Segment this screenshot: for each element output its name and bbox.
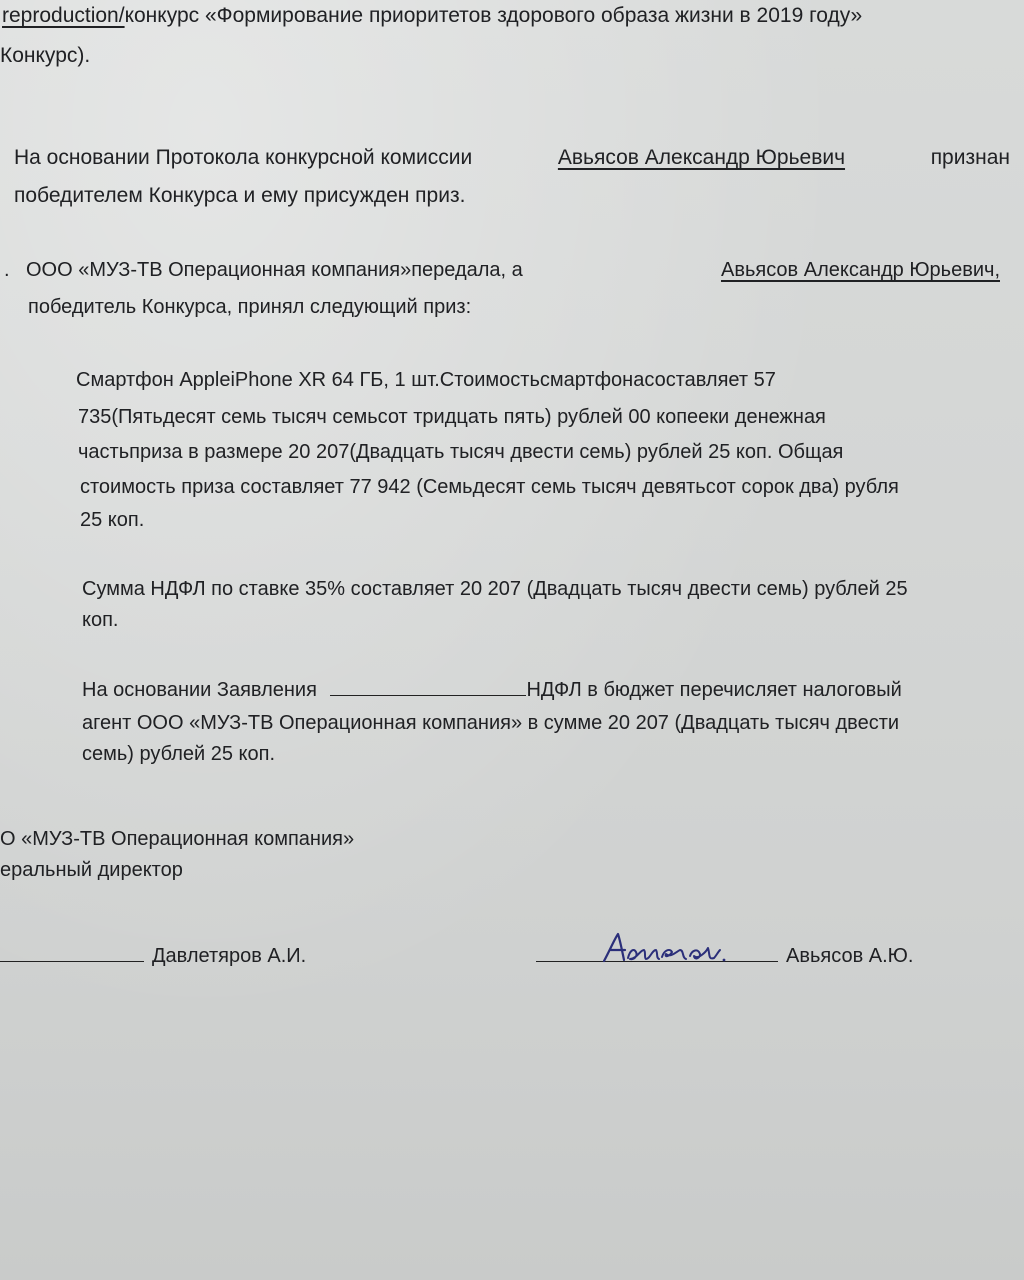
prize-line-4-text: стоимость приза составляет 77 942 (Семьдесят семь тысяч девятьсот сорок два) рубля xyxy=(80,476,899,498)
prize-line-1-text: Смартфон AppleiPhone XR 64 ГБ, 1 шт.Стоимостьсмартфонасоставляет 57 xyxy=(76,369,776,391)
para1-line-2-text: победителем Конкурса и ему присужден приз. xyxy=(14,184,466,207)
statement-text-b: НДФЛ в бюджет перечисляет налоговый xyxy=(526,679,902,701)
para2-text-a: ООО «МУЗ-ТВ Операционная компания»передала, а xyxy=(26,259,523,281)
para2-line-2-text: победитель Конкурса, принял следующий приз: xyxy=(28,296,472,318)
signer-right-name: Авьясов А.Ю. xyxy=(786,945,914,967)
header-line-2 xyxy=(0,44,90,68)
statement-line-2-text: агент ООО «МУЗ-ТВ Операционная компания» в сумме 20 207 (Двадцать тысяч двести xyxy=(82,712,900,734)
prize-line-4 xyxy=(80,475,988,499)
para1-text-a: На основании Протокола конкурсной комиссии xyxy=(14,146,473,169)
statement-blank xyxy=(330,677,526,696)
signature-left xyxy=(0,943,306,968)
header-link[interactable]: reproduction/ xyxy=(2,4,125,27)
statement-line-2 xyxy=(82,711,978,735)
prize-line-5 xyxy=(80,508,144,532)
org-line-2 xyxy=(0,858,183,882)
statement-line-3 xyxy=(82,742,275,766)
org-line-1-text: О «МУЗ-ТВ Операционная компания» xyxy=(0,828,355,850)
para1-text-b: признан xyxy=(930,146,1010,169)
prize-line-1 xyxy=(76,368,994,392)
org-line-1 xyxy=(0,827,354,851)
statement-line-3-text: семь) рублей 25 коп. xyxy=(82,743,275,765)
prize-line-2 xyxy=(78,405,992,429)
tax-line-1 xyxy=(82,577,984,601)
handwritten-signature xyxy=(598,928,738,970)
signer-left-name: Давлетяров А.И. xyxy=(152,945,307,967)
para1-line-1 xyxy=(14,146,1010,170)
prize-line-2-text: 735(Пятьдесят семь тысяч семьсот тридцать пять) рублей 00 копееки денежная xyxy=(78,406,826,428)
tax-line-2-text: коп. xyxy=(82,609,119,631)
prize-line-3 xyxy=(78,440,990,464)
org-line-2-text: еральный директор xyxy=(0,859,183,881)
signature-line-left xyxy=(0,943,144,962)
prize-line-5-text: 25 коп. xyxy=(80,509,145,531)
header-line-2-text: Конкурс). xyxy=(0,44,91,67)
winner-name: Авьясов Александр Юрьевич xyxy=(557,146,846,169)
header-line-1 xyxy=(2,4,1024,28)
header-title: конкурс «Формирование приоритетов здорового образа жизни в 2019 году» xyxy=(124,4,863,27)
tax-line-1-text: Сумма НДФЛ по ставке 35% составляет 20 207 (Двадцать тысяч двести семь) рублей 25 xyxy=(82,578,908,600)
tax-line-2 xyxy=(82,608,118,632)
prize-line-3-text: частьприза в размере 20 207(Двадцать тысяч двести семь) рублей 25 коп. Общая xyxy=(78,441,844,463)
para2-line-1: . ООО «МУЗ-ТВ Операционная компания»передала, а Авьясов Александр Юрьевич, xyxy=(4,259,1000,281)
statement-text-a: На основании Заявления xyxy=(82,679,317,701)
para2-line-2 xyxy=(28,295,471,319)
statement-line-1 xyxy=(82,677,980,702)
winner-name-2: Авьясов Александр Юрьевич, xyxy=(720,259,1000,281)
para1-line-2 xyxy=(14,184,465,208)
